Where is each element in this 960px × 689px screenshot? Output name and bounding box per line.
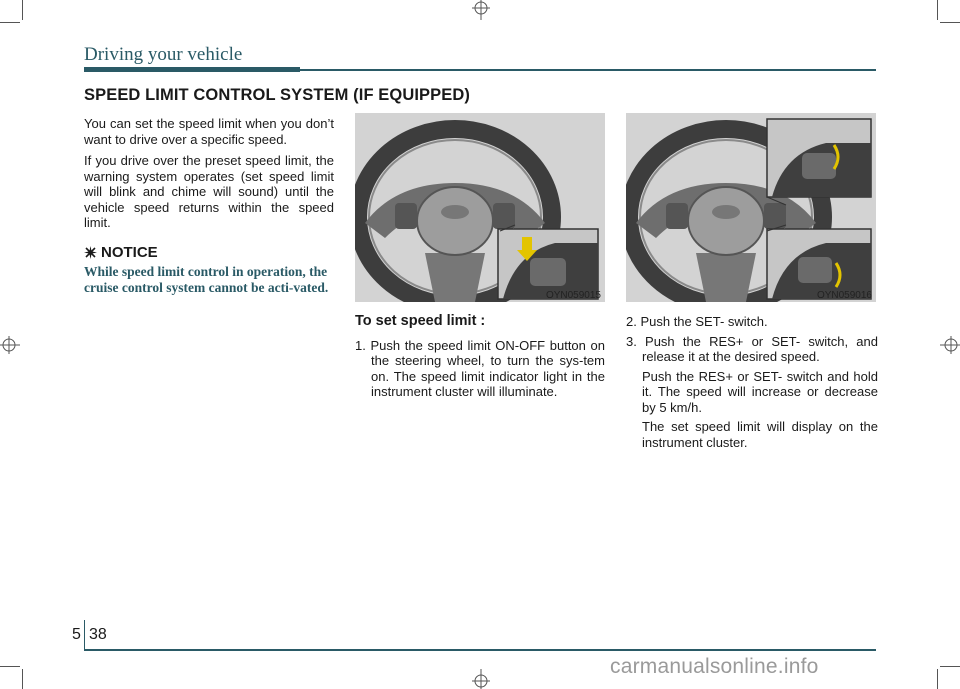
notice-title: NOTICE bbox=[101, 243, 158, 261]
steering-wheel-illustration bbox=[626, 113, 876, 302]
registration-mark-icon bbox=[470, 667, 492, 689]
instruction-step: 3. Push the RES+ or SET- switch, and release it at the desired speed. bbox=[626, 333, 878, 364]
footer-divider bbox=[84, 620, 85, 650]
instructions-column bbox=[355, 314, 605, 400]
notice-text: While speed limit control in operation, the cruise control system cannot be acti-vated. bbox=[84, 264, 329, 295]
instructions-column-continued bbox=[626, 314, 878, 454]
instruction-step: 2. Push the SET- switch. bbox=[626, 314, 768, 329]
registration-mark-icon bbox=[470, 0, 492, 22]
registration-mark-icon bbox=[0, 334, 22, 356]
steering-wheel-figure bbox=[626, 113, 876, 302]
notice-star-icon bbox=[84, 246, 97, 259]
instructions-title: To set speed limit : bbox=[355, 313, 486, 329]
crop-mark bbox=[940, 22, 960, 23]
chapter-number: 5 bbox=[72, 626, 81, 643]
steering-wheel-figure bbox=[355, 113, 605, 302]
crop-mark bbox=[937, 669, 938, 689]
page-number: 38 bbox=[89, 626, 107, 643]
intro-column bbox=[84, 116, 334, 302]
instruction-note: The set speed limit will display on the instrument cluster. bbox=[642, 419, 878, 450]
page-title: SPEED LIMIT CONTROL SYSTEM (IF EQUIPPED) bbox=[84, 86, 470, 104]
header-bar bbox=[84, 67, 300, 72]
instruction-step: 1. Push the speed limit ON-OFF button on the steering wheel, to turn the sys-tem on. The speed limit indicator light in the instrument cluster will illuminate. bbox=[355, 337, 605, 399]
figure-code: OYN059015 bbox=[545, 290, 601, 301]
registration-mark-icon bbox=[938, 334, 960, 356]
crop-mark bbox=[22, 0, 23, 20]
crop-mark bbox=[940, 666, 960, 667]
intro-paragraph: If you drive over the preset speed limit, the warning system operates (set speed limit will blink and chime will sound) until the vehicle speed returns within the speed limit. bbox=[84, 153, 334, 230]
footer-rule bbox=[84, 649, 876, 651]
watermark: carmanualsonline.info bbox=[610, 655, 819, 678]
header-rule bbox=[300, 69, 876, 71]
figure-code: OYN059016 bbox=[816, 290, 872, 301]
instruction-note: Push the RES+ or SET- switch and hold it. The speed will increase or decrease by 5 km/h. bbox=[642, 368, 878, 415]
section-header: Driving your vehicle bbox=[84, 44, 243, 65]
crop-mark bbox=[22, 669, 23, 689]
crop-mark bbox=[937, 0, 938, 20]
crop-mark bbox=[0, 666, 20, 667]
crop-mark bbox=[0, 22, 20, 23]
notice-heading bbox=[84, 245, 334, 261]
intro-paragraph: You can set the speed limit when you don’t want to drive over a specific speed. bbox=[84, 116, 334, 147]
steering-wheel-illustration bbox=[355, 113, 605, 302]
